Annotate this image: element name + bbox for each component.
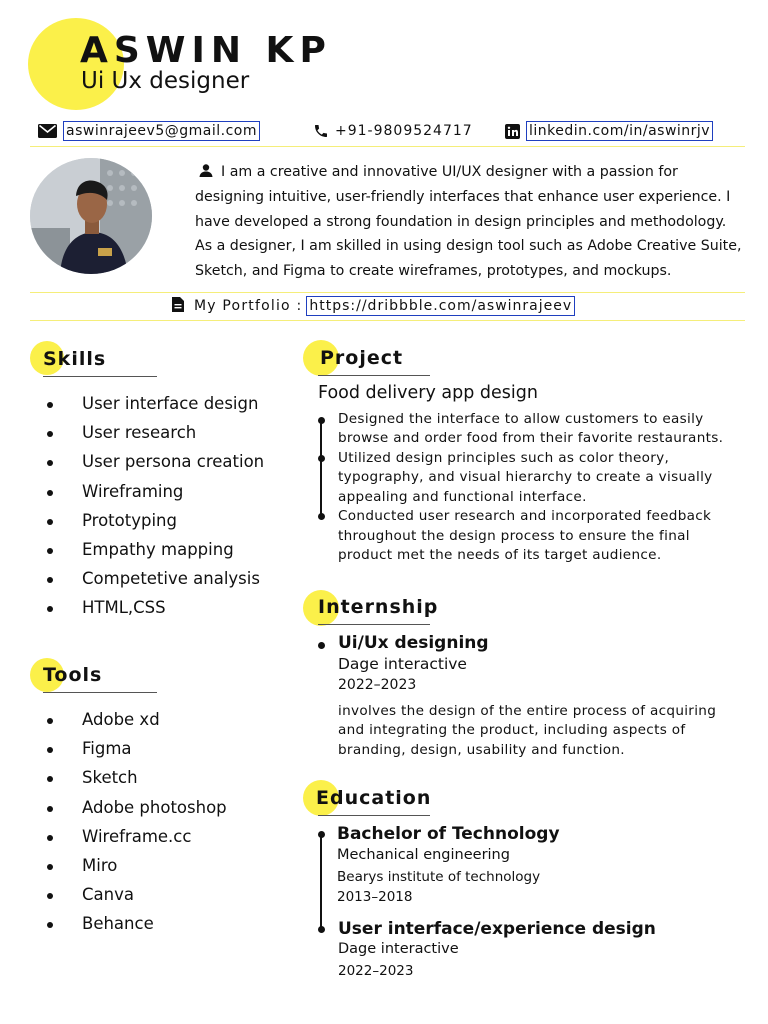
tools-list [47, 705, 227, 939]
skills-underline [43, 376, 157, 377]
list-item: Competetive analysis [47, 564, 264, 593]
list-item: User persona creation [47, 447, 264, 476]
project-point-line: Designed the interface to allow customers to easily [338, 411, 704, 427]
project-point-line: product met the needs of its target audience. [338, 547, 662, 563]
project-timeline [320, 420, 322, 518]
list-item: Canva [47, 880, 227, 909]
about-text [195, 160, 743, 283]
project-point-line: Utilized design principles such as color theory, [338, 450, 670, 466]
divider [30, 320, 745, 321]
list-item: Sketch [47, 763, 227, 792]
email-link[interactable]: aswinrajeev5@gmail.com [63, 121, 260, 141]
divider [30, 146, 745, 147]
profile-photo [30, 158, 152, 274]
internship-desc-line: branding, design, usability and function. [338, 742, 625, 758]
linkedin-icon [505, 124, 520, 139]
education-field: Dage interactive [338, 941, 459, 957]
education-period: 2013–2018 [337, 889, 413, 905]
contact-email[interactable] [38, 120, 260, 142]
skills-title: Skills [43, 348, 107, 370]
list-item: Wireframing [47, 477, 264, 506]
list-item: Wireframe.cc [47, 822, 227, 851]
project-title: Project [320, 347, 404, 369]
document-icon [172, 297, 184, 316]
skills-list [47, 389, 264, 623]
list-item: HTML,CSS [47, 593, 264, 622]
timeline-dot [318, 926, 325, 933]
education-degree: User interface/experience design [338, 919, 656, 939]
user-icon [199, 161, 213, 185]
education-title: Education [316, 787, 432, 809]
tools-underline [43, 692, 157, 693]
internship-period: 2022–2023 [338, 677, 417, 693]
project-name: Food delivery app design [318, 383, 538, 403]
education-underline [318, 815, 430, 816]
project-point-line: appealing and functional interface. [338, 489, 587, 505]
timeline-dot [318, 455, 325, 462]
list-item: Miro [47, 851, 227, 880]
project-point-line: Conducted user research and incorporated feedback [338, 508, 712, 524]
portfolio-link[interactable]: https://dribbble.com/aswinrajeev [306, 296, 575, 316]
portfolio-label: My Portfolio : [194, 298, 303, 314]
list-item: Figma [47, 734, 227, 763]
list-item: Empathy mapping [47, 535, 264, 564]
education-school: Bearys institute of technology [337, 869, 541, 885]
resume-role: Ui Ux designer [81, 68, 250, 94]
list-item: Adobe xd [47, 705, 227, 734]
resume-name: ASWIN KP [80, 30, 332, 71]
internship-desc-line: involves the design of the entire process of acquiring [338, 703, 717, 719]
list-item: Prototyping [47, 506, 264, 535]
project-point-line: throughout the design process to ensure the final [338, 528, 690, 544]
linkedin-link[interactable]: linkedin.com/in/aswinrjv [526, 121, 713, 141]
list-item: User interface design [47, 389, 264, 418]
project-point-line: typography, and visual hierarchy to create a visually [338, 469, 713, 485]
education-degree: Bachelor of Technology [337, 824, 560, 844]
phone-number: +91-9809524717 [335, 123, 473, 139]
internship-title: Internship [318, 596, 439, 618]
timeline-dot [318, 831, 325, 838]
internship-underline [318, 624, 430, 625]
contact-linkedin[interactable] [505, 120, 713, 142]
education-timeline [320, 834, 322, 930]
timeline-dot [318, 642, 325, 649]
contact-phone[interactable] [313, 120, 473, 142]
portfolio-row[interactable] [172, 296, 575, 316]
mail-icon [38, 124, 57, 138]
internship-desc-line: and integrating the product, including aspects of [338, 722, 686, 738]
project-underline [318, 375, 430, 376]
education-field: Mechanical engineering [337, 847, 510, 863]
education-period: 2022–2023 [338, 963, 414, 979]
timeline-dot [318, 417, 325, 424]
about-paragraph: I am a creative and innovative UI/UX designer with a passion for designing intuitive, user-friendly interfaces that enhance user experience. I have developed a strong foundation in design principles and methodology. As a designer, I am skilled in using design tool such as Adobe Creative Suite, Sketch, and Figma to create wireframes, prototypes, and mockups. [195, 164, 742, 279]
project-point-line: browse and order food from their favorite restaurants. [338, 430, 724, 446]
internship-role: Ui/Ux designing [338, 633, 489, 653]
divider [30, 292, 745, 293]
tools-title: Tools [43, 664, 103, 686]
list-item: User research [47, 418, 264, 447]
list-item: Behance [47, 909, 227, 938]
internship-company: Dage interactive [338, 655, 467, 673]
list-item: Adobe photoshop [47, 793, 227, 822]
phone-icon [313, 123, 329, 139]
timeline-dot [318, 513, 325, 520]
